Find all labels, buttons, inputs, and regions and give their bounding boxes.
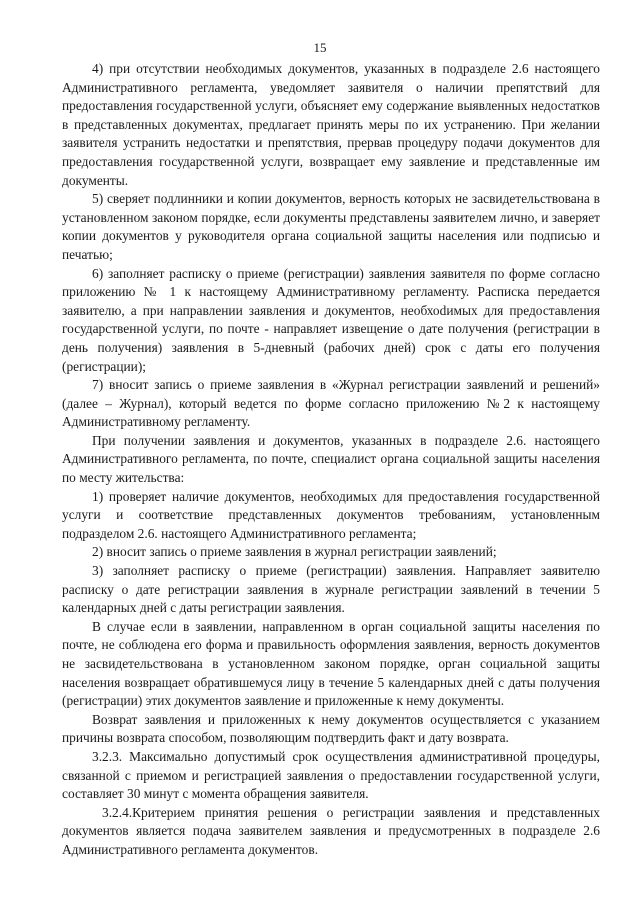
paragraph-return-case: В случае если в заявлении, направленном в орган социальной защиты населения по почте, не соблюдена его форма и правильность оформления заявления, верность документов не засвидетельствована в установленном законом порядке, орган социальной защиты населения возвращает обратившемуся лицу в течение 5 календарных дней с даты получения (регистрации) этих документов заявление и приложенные к нему документы. — [62, 618, 600, 709]
paragraph-postal-item-3: 3) заполняет расписку о приеме (регистрации) заявления. Направляет заявителю расписку о дате регистрации заявления в журнале регистрации заявлений в течении 5 календарных дней с даты регистрации заявления. — [62, 563, 600, 616]
paragraph-postal-intro: При получении заявления и документов, указанных в подразделе 2.6. настоящего Административного регламента, по почте, специалист органа социальной защиты населения по месту жительства: — [62, 432, 600, 486]
paragraph-postal-item-2: 2) вносит запись о приеме заявления в журнал регистрации заявлений; — [92, 544, 497, 560]
paragraph-item-5: 5) сверяет подлинники и копии документов, верность которых не засвидетельствована в установленном законом порядке, если документы представлены заявителем лично, и заверяет копии документов у руководителя органа социальной защиты населения или подписью и печатью; — [62, 191, 600, 262]
paragraph-item-6: 6) заполняет расписку о приеме (регистрации) заявления заявителя по форме согласно приложению № 1 к настоящему Административному регламенту. Расписка передается заявителю, а при направлении заявления и документов, необхоdимых для предоставления государственной услуги, по почте - направляет извещение о дате получения (регистрации в день получения) заявления в 5-дневный (рабочих дней) срок с даты его получения (регистрации); — [62, 265, 600, 374]
paragraph-item-7: 7) вносит запись о приеме заявления в «Журнал регистрации заявлений и решений» (далее – Журнал), который ведется по форме согласно приложению №2 к настоящему Административному регламенту. — [62, 377, 600, 430]
paragraph-section-3-2-4: 3.2.4.Критерием принятия решения о регистрации заявления и представленных документов является подача заявителем заявления и предусмотренных в подразделе 2.6 Административного регламента документов. — [62, 804, 600, 857]
paragraph-return-method: Возврат заявления и приложенных к нему документов осуществляется с указанием причины возврата способом, позволяющим подтвердить факт и дату возврата. — [62, 711, 600, 746]
page-number: 15 — [313, 40, 327, 55]
paragraph-section-3-2-3: 3.2.3. Максимально допустимый срок осуществления административной процедуры, связанной с приемом и регистрацией заявления о предоставлении государственной услуги, составляет 30 минут с момента обращения заявителя. — [62, 748, 600, 802]
paragraph-item-4: 4) при отсутствии необходимых документов, указанных в подразделе 2.6 настоящего Административного регламента, уведомляет заявителя о наличии препятствий для предоставления государственной услуги, объясняет ему содержание выявленных недостатков в представленных документах, предлагает принять меры по их устранению. При желании заявителя устранить недостатки и препятствия, прервав процедуру подачи документов для предоставления государственной услуги, возвращает ему заявление и представленные им документы. — [62, 61, 600, 188]
paragraph-postal-item-1: 1) проверяет наличие документов, необходимых для предоставления государственной услуги и соответствие представленных документов требованиям, установленным подразделом 2.6. настоящего Административного регламента; — [62, 488, 600, 541]
document-body — [62, 60, 600, 860]
